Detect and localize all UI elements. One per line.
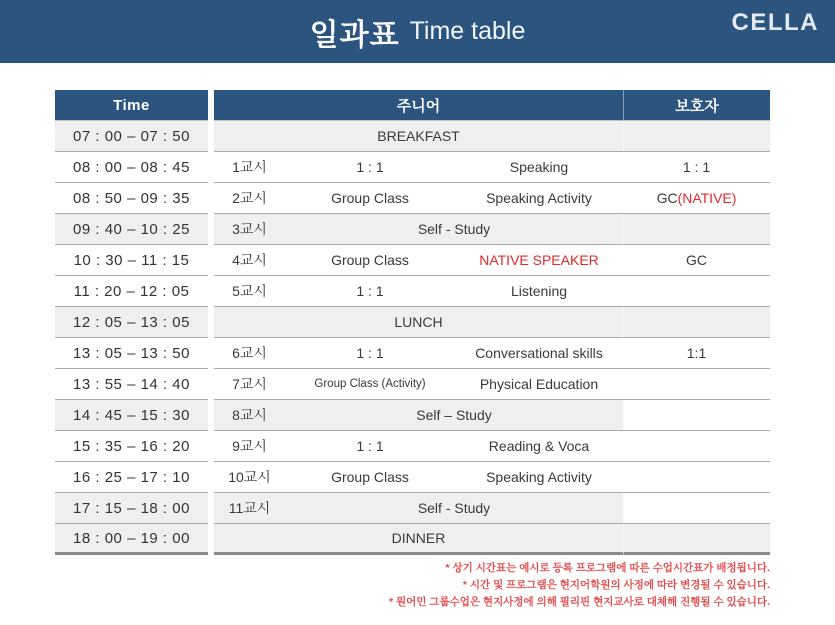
time-cell: 10 : 30 – 11 : 15: [55, 245, 208, 276]
subject-cell: Listening: [455, 276, 623, 307]
period-cell: 10교시: [214, 462, 285, 493]
study-row-label: Self - Study: [285, 493, 623, 524]
guardian-cell: [623, 369, 770, 400]
guardian-cell: [623, 307, 770, 338]
title-korean: 일과표: [309, 18, 400, 52]
class-type-cell: Group Class (Activity): [285, 369, 455, 400]
footnote: * 상기 시간표는 예시로 등록 프로그램에 따른 수업시간표가 배정됩니다.: [445, 562, 770, 574]
time-cell: 09 : 40 – 10 : 25: [55, 214, 208, 245]
time-cell: 12 : 05 – 13 : 05: [55, 307, 208, 338]
time-header-cell: Time: [55, 90, 208, 121]
guardian-native-text: (NATIVE): [677, 190, 737, 206]
time-cell: 13 : 05 – 13 : 50: [55, 338, 208, 369]
meal-row-label: LUNCH: [214, 307, 623, 338]
guardian-text: 1 : 1: [682, 159, 711, 175]
title-english: Time table: [409, 17, 526, 45]
period-cell: 3교시: [214, 214, 285, 245]
class-type-cell: Group Class: [285, 245, 455, 276]
guardian-header-cell: 보호자: [623, 90, 770, 121]
footnotes: [389, 560, 770, 611]
guardian-cell: [623, 183, 770, 214]
guardian-cell: [623, 245, 770, 276]
period-cell: 2교시: [214, 183, 285, 214]
meal-row-label: BREAKFAST: [214, 121, 623, 152]
guardian-cell: [623, 524, 770, 555]
footnote: * 시간 및 프로그램은 현지어학원의 사정에 따라 변경될 수 있습니다.: [462, 579, 770, 591]
time-cell: 07 : 00 – 07 : 50: [55, 121, 208, 152]
time-cell: 15 : 35 – 16 : 20: [55, 431, 208, 462]
footnote: * 원어민 그룹수업은 현지사정에 의해 필리핀 현지교사로 대체해 진행될 수 있습니다.: [388, 596, 770, 608]
study-row-label: Self - Study: [285, 214, 623, 245]
period-cell: 5교시: [214, 276, 285, 307]
class-type-cell: Group Class: [285, 183, 455, 214]
guardian-cell: [623, 338, 770, 369]
guardian-cell: [623, 214, 770, 245]
header-bar: [0, 0, 835, 63]
meal-row-label: DINNER: [214, 524, 623, 555]
subject-cell: Speaking Activity: [455, 462, 623, 493]
guardian-cell: [623, 462, 770, 493]
time-cell: 17 : 15 – 18 : 00: [55, 493, 208, 524]
page-title: [0, 0, 835, 63]
guardian-text: GC: [656, 190, 678, 206]
guardian-text: 1:1: [686, 345, 707, 361]
time-cell: 13 : 55 – 14 : 40: [55, 369, 208, 400]
subject-cell: Speaking: [455, 152, 623, 183]
time-cell: 18 : 00 – 19 : 00: [55, 524, 208, 555]
time-cell: 14 : 45 – 15 : 30: [55, 400, 208, 431]
schedule-grid: [214, 90, 770, 555]
time-column: [55, 90, 208, 555]
guardian-cell: [623, 152, 770, 183]
class-type-cell: 1 : 1: [285, 338, 455, 369]
subject-cell: Speaking Activity: [455, 183, 623, 214]
class-type-cell: 1 : 1: [285, 431, 455, 462]
period-cell: 9교시: [214, 431, 285, 462]
guardian-cell: [623, 121, 770, 152]
subject-cell: NATIVE SPEAKER: [455, 245, 623, 276]
class-type-cell: 1 : 1: [285, 152, 455, 183]
guardian-text: GC: [686, 252, 707, 268]
period-cell: 4교시: [214, 245, 285, 276]
time-cell: 08 : 50 – 09 : 35: [55, 183, 208, 214]
period-cell: 7교시: [214, 369, 285, 400]
guardian-cell: [623, 400, 770, 431]
class-type-cell: Group Class: [285, 462, 455, 493]
guardian-cell: [623, 276, 770, 307]
study-row-label: Self – Study: [285, 400, 623, 431]
subject-cell: Reading & Voca: [455, 431, 623, 462]
time-cell: 11 : 20 – 12 : 05: [55, 276, 208, 307]
period-cell: 11교시: [214, 493, 285, 524]
subject-cell: Physical Education: [455, 369, 623, 400]
guardian-cell: [623, 431, 770, 462]
period-cell: 6교시: [214, 338, 285, 369]
cella-logo: CELLA: [731, 9, 819, 36]
guardian-cell: [623, 493, 770, 524]
time-cell: 08 : 00 – 08 : 45: [55, 152, 208, 183]
class-type-cell: 1 : 1: [285, 276, 455, 307]
subject-cell: Conversational skills: [455, 338, 623, 369]
junior-header-cell: 주니어: [214, 90, 623, 121]
time-cell: 16 : 25 – 17 : 10: [55, 462, 208, 493]
period-cell: 8교시: [214, 400, 285, 431]
period-cell: 1교시: [214, 152, 285, 183]
